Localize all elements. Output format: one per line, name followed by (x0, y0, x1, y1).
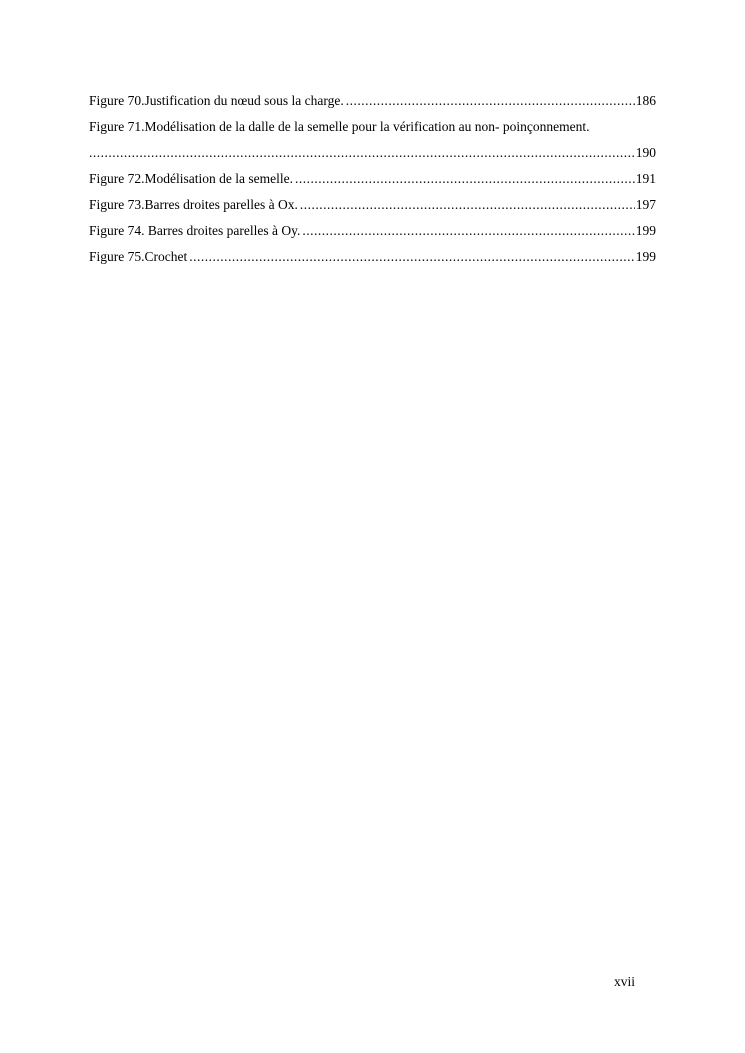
toc-line (89, 218, 656, 244)
toc-entry-page: 199 (635, 249, 656, 264)
toc-entry-label: Figure 71.Modélisation de la dalle de la semelle pour la vérification au non- poinçonnement. (89, 119, 590, 134)
toc-entry-label: Figure 73.Barres droites parelles à Ox. (89, 197, 298, 212)
toc-entry-figure-71[interactable] (89, 114, 656, 166)
dot-leader (89, 140, 635, 166)
toc-entry-figure-75[interactable] (89, 244, 656, 270)
toc-entry-label: Figure 70.Justification du nœud sous la charge. (89, 93, 344, 108)
toc-entry-page: 199 (635, 223, 656, 238)
toc-line (89, 166, 656, 192)
toc-line (89, 192, 656, 218)
list-of-figures (89, 88, 656, 270)
toc-entry-label: Figure 75.Crochet (89, 249, 188, 264)
toc-line (89, 114, 656, 140)
toc-entry-page: 191 (635, 171, 656, 186)
dot-leader (300, 192, 635, 218)
page-number: xvii (614, 974, 636, 989)
toc-entry-figure-73[interactable] (89, 192, 656, 218)
dot-leader (189, 244, 635, 270)
toc-entry-page: 197 (635, 197, 656, 212)
toc-entry-label: Figure 72.Modélisation de la semelle. (89, 171, 293, 186)
toc-line (89, 88, 656, 114)
toc-entry-figure-74[interactable] (89, 218, 656, 244)
toc-entry-page: 190 (635, 145, 656, 160)
toc-entry-page: 186 (635, 93, 656, 108)
toc-entry-figure-72[interactable] (89, 166, 656, 192)
toc-line (89, 140, 656, 166)
dot-leader (302, 218, 634, 244)
toc-entry-figure-70[interactable] (89, 88, 656, 114)
dot-leader (295, 166, 635, 192)
toc-line (89, 244, 656, 270)
dot-leader (346, 88, 635, 114)
toc-entry-label: Figure 74. Barres droites parelles à Oy. (89, 223, 301, 238)
